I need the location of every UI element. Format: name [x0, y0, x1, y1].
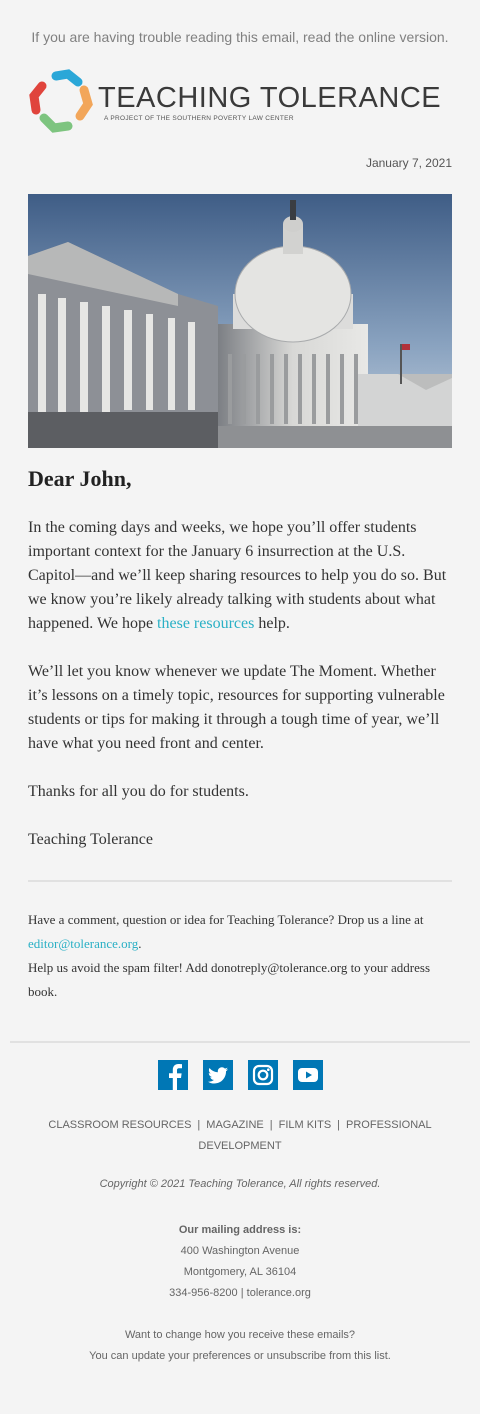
email-date: January 7, 2021 [365, 156, 452, 170]
instagram-icon [248, 1060, 278, 1090]
these-resources-link[interactable]: these resources [157, 615, 255, 632]
body-paragraph-1 [28, 516, 452, 636]
address-site: tolerance.org [246, 1287, 311, 1299]
magazine-link[interactable]: MAGAZINE [206, 1119, 264, 1131]
copyright: Copyright © 2021 Teaching Tolerance, All rights reserved. [99, 1178, 381, 1190]
unsubscribe-link[interactable]: unsubscribe from this list [266, 1350, 388, 1362]
contact-text: Have a comment, question or idea for Teaching Tolerance? Drop us a line at [28, 912, 424, 927]
professional-development-link[interactable]: PROFESSIONAL DEVELOPMENT [198, 1119, 432, 1152]
preferences [0, 1325, 480, 1367]
social-links [0, 1060, 480, 1090]
link-separator: | [337, 1119, 341, 1131]
greeting-heading: Dear John, [28, 466, 132, 491]
body-paragraph-3: Thanks for all you do for students. [28, 783, 249, 800]
prefs-question: Want to change how you receive these emails? [124, 1329, 356, 1341]
contact-end: . [138, 936, 142, 951]
us-capitol-photo [28, 194, 452, 448]
prefs-options [0, 1346, 480, 1367]
update-preferences-link[interactable]: update your preferences [131, 1350, 251, 1362]
address-phone: 334-956-8200 [169, 1287, 238, 1299]
address-contact [0, 1283, 480, 1304]
body-paragraph-1-end: help. [254, 615, 290, 632]
address-separator: | [240, 1287, 244, 1299]
hero-image[interactable] [28, 194, 452, 448]
logo-wordmark: TEACHING TOLERANCE [98, 82, 442, 114]
prefs-text-c: . [387, 1350, 391, 1362]
online-version-link[interactable]: If you are having trouble reading this email, read the online version. [31, 29, 449, 45]
contact-line [28, 908, 452, 956]
prefs-text-a: You can [89, 1350, 132, 1362]
body-paragraph-2: We’ll let you know whenever we update The Moment. Whether it’s lessons on a timely topic, resources for supporting vulnerable students or tips for making it through a tough time of year, we’ll have what you need front and center. [28, 663, 445, 752]
footer-links [30, 1115, 450, 1157]
instagram-link[interactable] [248, 1060, 278, 1090]
prefs-text-b: or [250, 1350, 267, 1362]
hands-logo-icon [28, 68, 94, 134]
facebook-icon [158, 1060, 188, 1090]
twitter-link[interactable] [203, 1060, 233, 1090]
address-street: 400 Washington Avenue [180, 1245, 300, 1257]
footer-divider [10, 1041, 470, 1043]
film-kits-link[interactable]: FILM KITS [278, 1119, 332, 1131]
body-paragraph-1-text: In the coming days and weeks, we hope you’ll offer students important context for the January 6 insurrection at the U.S. Capitol—and we’ll keep sharing resources to help you do so. But we know you’re likely already talking with students about what happened. We hope [28, 519, 447, 632]
logo-tagline: A PROJECT OF THE SOUTHERN POVERTY LAW CENTER [104, 115, 294, 122]
link-separator: | [269, 1119, 273, 1131]
mailing-address [0, 1220, 480, 1304]
classroom-resources-link[interactable]: CLASSROOM RESOURCES [48, 1119, 192, 1131]
youtube-link[interactable] [293, 1060, 323, 1090]
youtube-icon [293, 1060, 323, 1090]
email-body [28, 516, 452, 876]
editor-email-link[interactable]: editor@tolerance.org [28, 936, 139, 951]
link-separator: | [197, 1119, 201, 1131]
spam-filter-line: Help us avoid the spam filter! Add donotreply@tolerance.org to your address book. [28, 960, 430, 999]
facebook-link[interactable] [158, 1060, 188, 1090]
footnote [28, 908, 452, 1004]
teaching-tolerance-logo[interactable] [28, 68, 442, 136]
divider [28, 880, 452, 882]
preheader[interactable] [0, 29, 480, 45]
address-label: Our mailing address is: [178, 1224, 302, 1236]
signature: Teaching Tolerance [28, 831, 153, 848]
twitter-icon [203, 1060, 233, 1090]
address-city: Montgomery, AL 36104 [183, 1266, 297, 1278]
